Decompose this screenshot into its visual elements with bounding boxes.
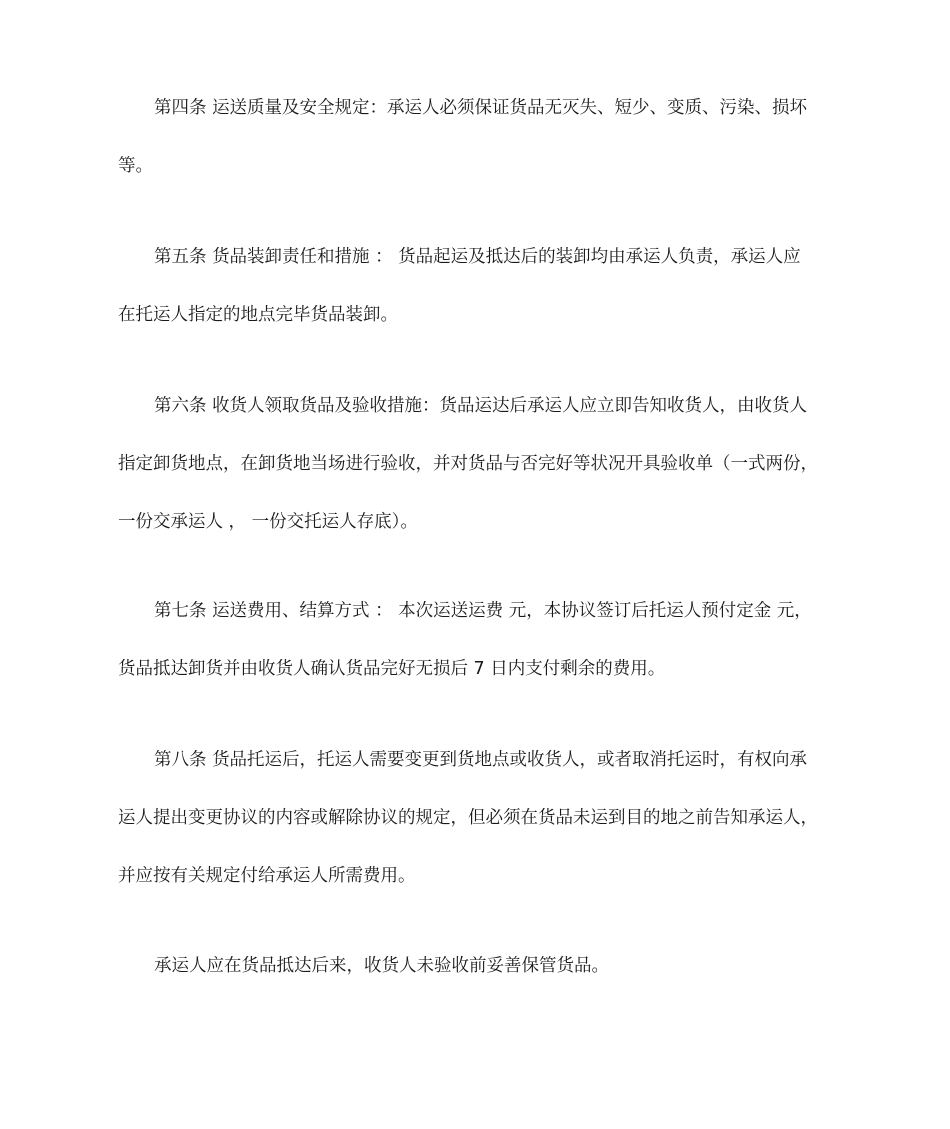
article-8-line-3: 并应按有关规定付给承运人所需费用。	[118, 866, 416, 886]
article-6-line-3: 一份交承运人 ， 一份交托运人存底）。	[118, 512, 418, 532]
article-6-line-1: 第六条 收货人领取货品及验收措施：货品运达后承运人应立即告知收货人，由收货人	[154, 396, 808, 416]
article-5-line-2: 在托运人指定的地点完毕货品装卸。	[118, 305, 398, 325]
article-6-line-2: 指定卸货地点，在卸货地当场进行验收，并对货品与否完好等状况开具验收单（一式两份，	[118, 454, 818, 474]
article-5-line-1: 第五条 货品装卸责任和措施 ： 货品起运及抵达后的装卸均由承运人负责，承运人应	[154, 247, 801, 267]
article-7-line-1: 第七条 运送费用、结算方式 ： 本次运送运费 元，本协议签订后托运人预付定金 元，	[154, 601, 812, 621]
carrier-custody-line-1: 承运人应在货品抵达后来，收货人未验收前妥善保管货品。	[154, 956, 609, 976]
article-7-line-2: 货品抵达卸货并由收货人确认货品完好无损后 7 日内支付剩余的费用。	[118, 659, 666, 679]
article-4-line-1: 第四条 运送质量及安全规定：承运人必须保证货品无灭失、短少、变质、污染、损坏	[154, 98, 808, 118]
article-8-line-1: 第八条 货品托运后，托运人需要变更到货地点或收货人，或者取消托运时，有权向承	[154, 750, 808, 770]
article-8-line-2: 运人提出变更协议的内容或解除协议的规定，但必须在货品未运到目的地之前告知承运人，	[118, 808, 818, 828]
article-4-line-2: 等。	[118, 156, 153, 176]
